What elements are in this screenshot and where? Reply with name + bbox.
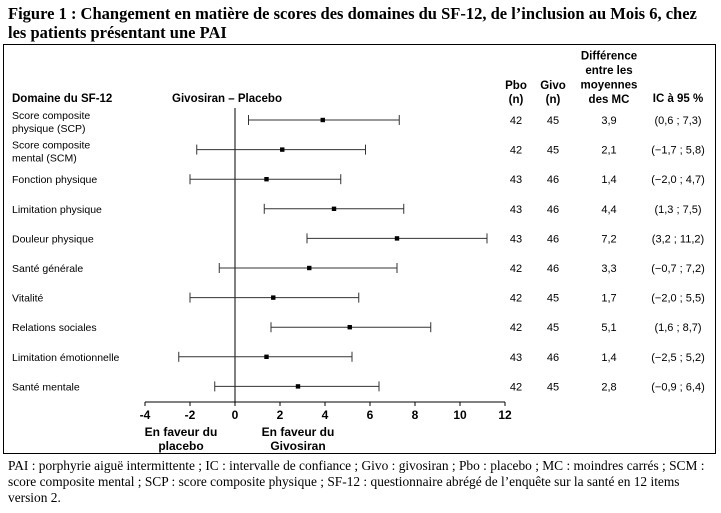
header-diff: Différence [580, 50, 638, 63]
ci-value: (−1,7 ; 5,8) [651, 144, 705, 157]
diff-value: 2,8 [601, 381, 617, 394]
point-estimate [264, 355, 268, 359]
header-comparison: Givosiran – Placebo [172, 93, 282, 105]
x-tick-label: -4 [139, 408, 151, 422]
ci-value: (3,2 ; 11,2) [651, 233, 705, 246]
header-diff: des MC [588, 94, 630, 106]
favor-placebo-label: placebo [158, 439, 204, 453]
row-label: Santé générale [12, 263, 84, 275]
header-pbo: Pbo [505, 80, 527, 92]
point-estimate [348, 325, 352, 329]
row-label: Douleur physique [12, 233, 94, 246]
row-label: Limitation physique [12, 203, 102, 216]
x-tick-label: 4 [321, 408, 329, 422]
diff-value: 7,2 [601, 233, 617, 246]
pbo-n: 43 [509, 351, 523, 364]
x-tick-label: -2 [184, 408, 196, 422]
header-givo: Givo [540, 80, 566, 92]
pbo-n: 42 [509, 263, 523, 275]
givo-n: 45 [546, 115, 560, 127]
row-label: mental (SCM) [12, 152, 77, 165]
ci-value: (−0,9 ; 6,4) [651, 381, 705, 394]
givo-n: 46 [546, 203, 560, 216]
point-estimate [280, 147, 284, 151]
diff-value: 4,4 [601, 203, 617, 216]
pbo-n: 43 [509, 233, 523, 246]
row-label: Score composite [12, 110, 91, 122]
diff-value: 2,1 [601, 144, 617, 157]
x-tick-label: 12 [498, 408, 512, 422]
point-estimate [321, 118, 325, 122]
givo-n: 45 [546, 322, 560, 335]
givo-n: 46 [546, 351, 560, 364]
figure-title: Figure 1 : Changement en matière de scores des domaines du SF-12, de l’inclusion au Mois 6, chez les patients présentant une PAI [8, 4, 697, 42]
diff-value: 3,9 [601, 115, 617, 127]
row-label: Relations sociales [12, 322, 97, 335]
row-label: Score composite [12, 139, 91, 152]
diff-value: 1,4 [601, 174, 617, 187]
pbo-n: 43 [509, 203, 523, 216]
point-estimate [271, 295, 275, 299]
givo-n: 45 [546, 381, 560, 394]
row-label: Vitalité [12, 292, 44, 305]
favor-givosiran-label: En faveur du [261, 425, 335, 439]
favor-givosiran-label: Givosiran [270, 439, 326, 453]
point-estimate [296, 384, 300, 388]
header-pbo: (n) [508, 94, 524, 106]
footnote: PAI : porphyrie aiguë intermittente ; IC : intervalle de confiance ; Givo : givosiran ; Pbo : placebo ; MC : moindres carrés ; SCM : score composite mental ; SCP : score composite physique ; SF-12 : questionnaire abrégé de l’enquête sur la santé en 12 items version 2. [8, 458, 705, 505]
diff-value: 5,1 [601, 322, 617, 335]
ci-value: (−2,5 ; 5,2) [651, 351, 705, 364]
pbo-n: 42 [509, 381, 523, 394]
pbo-n: 43 [509, 174, 523, 187]
x-tick-label: 10 [453, 408, 467, 422]
ci-value: (−0,7 ; 7,2) [651, 263, 705, 275]
givo-n: 46 [546, 174, 560, 187]
givo-n: 46 [546, 233, 560, 246]
row-label: Santé mentale [12, 381, 80, 394]
ci-value: (0,6 ; 7,3) [654, 115, 702, 127]
point-estimate [264, 177, 268, 181]
diff-value: 1,4 [601, 351, 617, 364]
header-ci: IC à 95 % [652, 93, 704, 105]
pbo-n: 42 [509, 322, 523, 335]
header-givo: (n) [545, 94, 561, 106]
x-tick-label: 6 [366, 408, 374, 422]
row-label: Limitation émotionnelle [12, 351, 120, 364]
point-estimate [307, 266, 311, 270]
point-estimate [395, 236, 399, 240]
row-label: Fonction physique [12, 174, 98, 187]
diff-value: 3,3 [601, 263, 617, 275]
header-domain: Domaine du SF-12 [12, 93, 113, 105]
ci-value: (−2,0 ; 5,5) [651, 292, 705, 305]
pbo-n: 42 [509, 144, 523, 157]
x-tick-label: 2 [276, 408, 284, 422]
point-estimate [332, 207, 336, 211]
diff-value: 1,7 [601, 292, 617, 305]
header-diff: moyennes [580, 79, 638, 92]
ci-value: (1,3 ; 7,5) [654, 203, 702, 216]
x-tick-label: 8 [411, 408, 419, 422]
x-tick-label: 0 [231, 408, 239, 422]
givo-n: 45 [546, 292, 560, 305]
ci-value: (−2,0 ; 4,7) [651, 174, 705, 187]
pbo-n: 42 [509, 115, 523, 127]
pbo-n: 42 [509, 292, 523, 305]
givo-n: 45 [546, 144, 560, 157]
header-diff: entre les [585, 65, 633, 77]
ci-value: (1,6 ; 8,7) [654, 322, 702, 335]
favor-placebo-label: En faveur du [144, 425, 218, 439]
givo-n: 46 [546, 263, 560, 275]
row-label: physique (SCP) [12, 123, 86, 135]
